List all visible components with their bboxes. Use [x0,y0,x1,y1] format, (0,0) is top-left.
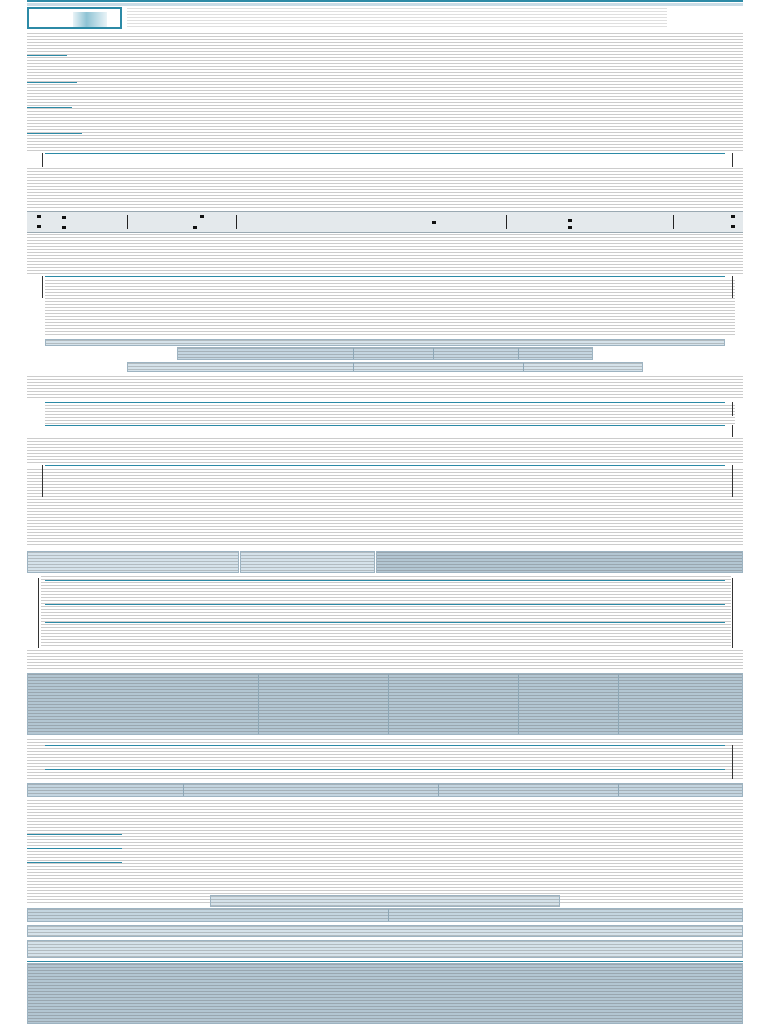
section-divider [27,834,122,835]
section-rule [45,745,725,746]
document-page [27,0,743,1024]
section-bracket [732,153,733,167]
index-marker [731,215,735,218]
section-rule [45,153,725,154]
index-marker [37,215,41,218]
index-marker [731,225,735,228]
data-table-row [127,362,643,372]
section-rule [45,769,725,770]
index-marker [568,226,572,229]
footer-panel [27,963,743,1024]
header-band [27,3,743,6]
section-10 [27,650,743,670]
section-divider [27,848,122,849]
section-rule [45,622,725,623]
index-marker [62,216,66,219]
index-marker [62,226,66,229]
title-box [27,7,122,29]
page-title [33,11,69,27]
section-rule [45,604,725,605]
index-marker [568,219,572,222]
section-bracket [732,745,733,779]
glossary-table-row [27,940,743,958]
section-rule [45,402,725,403]
section-rule [45,425,725,426]
index-table [27,783,743,797]
info-panel-middle [240,551,375,573]
top-rule [27,0,743,2]
section-9 [41,576,731,648]
data-table [177,347,593,360]
section-divider [27,82,77,83]
section-7 [27,438,743,464]
section-6 [45,405,735,424]
index-stem [127,215,128,229]
index-stem [506,215,507,229]
info-panel-right [376,551,743,573]
glossary-table [27,908,743,922]
section-3 [27,234,743,274]
section-1 [27,33,743,151]
section-8 [27,469,743,547]
section-divider [27,133,82,134]
section-bracket [732,578,733,648]
section-12 [27,800,743,904]
header-notes [127,8,667,28]
section-2 [27,168,743,208]
index-marker [200,215,204,218]
section-divider [27,107,72,108]
footer-rule [27,961,743,962]
section-bracket [732,425,733,437]
index-stem [236,215,237,229]
info-panel-left [27,551,239,573]
section-5 [27,376,743,400]
section-rule [45,465,725,466]
logo-mark [73,12,107,27]
table-header-strip [210,895,560,907]
section-divider [27,862,122,863]
section-bracket [38,578,39,648]
section-4 [45,280,735,336]
section-rule [45,276,725,277]
section-bracket [42,276,43,298]
glossary-table-row [27,925,743,937]
index-stem [673,215,674,229]
table-header-strip [45,339,725,346]
index-bar [27,211,743,233]
index-marker [37,225,41,228]
section-divider [27,55,67,56]
index-marker [432,221,436,224]
section-rule [45,580,725,581]
section-bracket [42,153,43,167]
index-marker [193,226,197,229]
summary-table [27,673,743,735]
